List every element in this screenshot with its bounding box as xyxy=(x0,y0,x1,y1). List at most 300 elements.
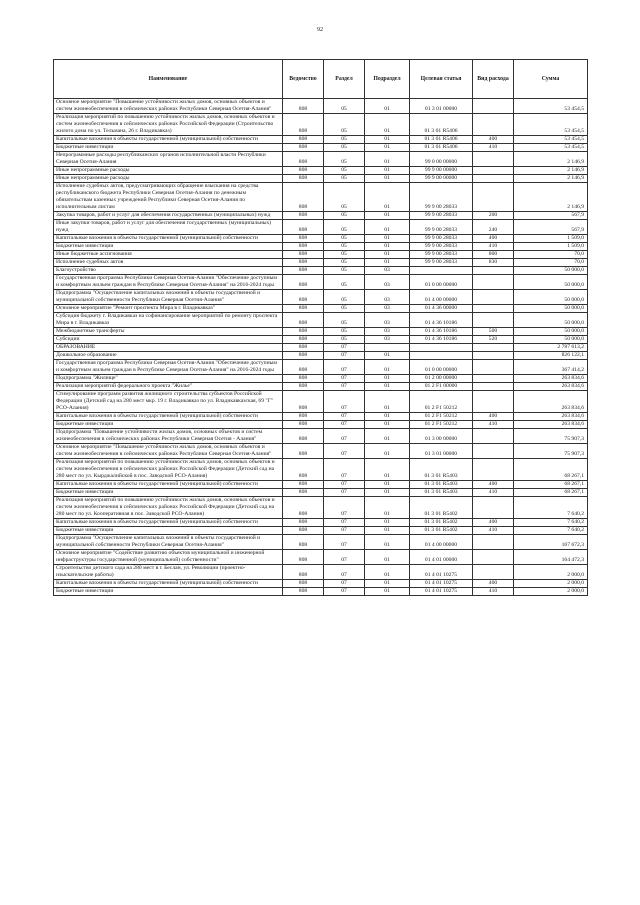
cell-amount: 1 509,0 xyxy=(514,243,588,251)
cell-expense-type xyxy=(473,497,514,519)
cell-amount: 50 000,0 xyxy=(514,305,588,313)
table-row xyxy=(54,352,588,360)
cell-department: 808 xyxy=(283,313,324,328)
cell-section: 07 xyxy=(324,580,365,588)
cell-name: Иные непрограммные расходы xyxy=(54,167,283,175)
cell-expense-type: 400 xyxy=(473,481,514,489)
cell-amount: 567,9 xyxy=(514,220,588,235)
table-row xyxy=(54,267,588,275)
cell-section: 05 xyxy=(324,235,365,243)
cell-amount: 2 000,0 xyxy=(514,565,588,580)
cell-expense-type: 500 xyxy=(473,328,514,336)
cell-target-item: 01 3 01 00000 xyxy=(410,444,473,459)
cell-department: 808 xyxy=(283,152,324,167)
cell-expense-type xyxy=(473,550,514,565)
cell-department: 808 xyxy=(283,328,324,336)
table-row xyxy=(54,391,588,413)
cell-subsection: 01 xyxy=(365,391,410,413)
cell-amount: 567,9 xyxy=(514,212,588,220)
cell-amount: 1 509,0 xyxy=(514,235,588,243)
cell-target-item: 01 3 01 00000 xyxy=(410,99,473,114)
cell-name: Реализация мероприятий федерального проекта "Жилье" xyxy=(54,383,283,391)
cell-amount: 75 907,3 xyxy=(514,444,588,459)
cell-section: 07 xyxy=(324,519,365,527)
cell-subsection: 01 xyxy=(365,251,410,259)
cell-amount: 53 454,5 xyxy=(514,144,588,152)
cell-name: Бюджетные инвестиции xyxy=(54,243,283,251)
table-row xyxy=(54,375,588,383)
cell-name: Исполнение судебных актов, предусматривающих обращение взыскания на средства республиканского бюджета Республики Северная Осетия-Алания по денежным обязательствам казенных учреждений Республики Северная Осетия-Алания по исполнительным листам xyxy=(54,183,283,212)
cell-target-item: 01 4 36 10186 xyxy=(410,328,473,336)
cell-target-item xyxy=(410,344,473,352)
cell-amount: 53 454,5 xyxy=(514,136,588,144)
cell-subsection: 01 xyxy=(365,99,410,114)
table-row xyxy=(54,565,588,580)
cell-section: 05 xyxy=(324,114,365,136)
cell-department: 808 xyxy=(283,580,324,588)
cell-subsection: 03 xyxy=(365,290,410,305)
cell-expense-type: 410 xyxy=(473,527,514,535)
cell-amount: 68 267,1 xyxy=(514,489,588,497)
cell-department: 808 xyxy=(283,489,324,497)
cell-expense-type xyxy=(473,383,514,391)
cell-department: 808 xyxy=(283,444,324,459)
cell-name: Основное мероприятие "Ремонт проспекта Мира в г. Владикавказ" xyxy=(54,305,283,313)
cell-subsection: 01 xyxy=(365,220,410,235)
cell-subsection: 01 xyxy=(365,144,410,152)
cell-section: 07 xyxy=(324,360,365,375)
cell-section: 07 xyxy=(324,565,365,580)
cell-department: 808 xyxy=(283,251,324,259)
table-row xyxy=(54,344,588,352)
cell-amount: 826 122,1 xyxy=(514,352,588,360)
cell-section: 07 xyxy=(324,352,365,360)
cell-section: 05 xyxy=(324,152,365,167)
cell-amount: 50 000,0 xyxy=(514,290,588,305)
cell-subsection xyxy=(365,344,410,352)
cell-target-item: 01 4 00 00000 xyxy=(410,535,473,550)
header-expense-type: Вид расхода xyxy=(473,60,514,99)
cell-target-item: 01 0 00 00000 xyxy=(410,360,473,375)
table-row xyxy=(54,99,588,114)
cell-name: Капитальные вложения в объекты государственной (муниципальной) собственности xyxy=(54,580,283,588)
cell-expense-type xyxy=(473,565,514,580)
table-row xyxy=(54,251,588,259)
cell-expense-type xyxy=(473,375,514,383)
cell-target-item: 01 3 01 R5403 xyxy=(410,481,473,489)
cell-target-item: 99 0 00 00000 xyxy=(410,152,473,167)
cell-department: 808 xyxy=(283,481,324,489)
cell-expense-type xyxy=(473,360,514,375)
cell-target-item: 01 3 01 R5402 xyxy=(410,527,473,535)
table-row xyxy=(54,220,588,235)
cell-subsection: 01 xyxy=(365,235,410,243)
table-row xyxy=(54,459,588,481)
cell-target-item xyxy=(410,267,473,275)
cell-section: 07 xyxy=(324,497,365,519)
cell-section: 07 xyxy=(324,550,365,565)
cell-subsection: 01 xyxy=(365,489,410,497)
cell-amount: 50 000,0 xyxy=(514,267,588,275)
cell-section: 05 xyxy=(324,313,365,328)
cell-department: 808 xyxy=(283,144,324,152)
cell-department: 808 xyxy=(283,235,324,243)
cell-target-item: 01 4 01 10275 xyxy=(410,588,473,596)
cell-section: 07 xyxy=(324,444,365,459)
cell-section: 07 xyxy=(324,375,365,383)
cell-section: 05 xyxy=(324,175,365,183)
cell-section: 07 xyxy=(324,489,365,497)
cell-target-item: 01 3 01 R5406 xyxy=(410,144,473,152)
cell-name: Исполнение судебных актов xyxy=(54,259,283,267)
cell-subsection: 01 xyxy=(365,459,410,481)
table-row xyxy=(54,527,588,535)
cell-amount: 50 000,0 xyxy=(514,336,588,344)
cell-amount: 7 640,2 xyxy=(514,497,588,519)
cell-section: 07 xyxy=(324,413,365,421)
cell-section: 05 xyxy=(324,251,365,259)
cell-section: 07 xyxy=(324,391,365,413)
cell-expense-type: 410 xyxy=(473,489,514,497)
cell-amount: 367 414,2 xyxy=(514,360,588,375)
table-row xyxy=(54,421,588,429)
cell-expense-type xyxy=(473,114,514,136)
header-target-item: Целевая статья xyxy=(410,60,473,99)
cell-target-item: 01 3 00 00000 xyxy=(410,429,473,444)
table-row xyxy=(54,305,588,313)
cell-section: 05 xyxy=(324,275,365,290)
cell-department: 808 xyxy=(283,588,324,596)
cell-expense-type: 410 xyxy=(473,421,514,429)
cell-department: 808 xyxy=(283,497,324,519)
cell-department: 808 xyxy=(283,114,324,136)
cell-name: Реализация мероприятий по повышению устойчивости жилых домов, основных объектов и систем жизнеобеспечения в сейсмических районах Российской Федерации (Строительство жилого дома по ул. Тельмана, 26 г. Владикавказ) xyxy=(54,114,283,136)
cell-name: Реализация мероприятий по повышению устойчивости жилых домов, основных объектов и систем жизнеобеспечения в сейсмических районах Российской Федерации (Детский сад на 280 мест по ул. Кооперативная в пос. Заводской РСО-Алания) xyxy=(54,497,283,519)
header-amount: Сумма xyxy=(514,60,588,99)
cell-amount: 2 000,0 xyxy=(514,580,588,588)
cell-target-item: 01 3 01 R5406 xyxy=(410,114,473,136)
cell-department: 808 xyxy=(283,421,324,429)
cell-name: Бюджетные инвестиции xyxy=(54,144,283,152)
cell-name: Подпрограмма "Осуществление капитальных вложений в объекты государственной и муниципальной собственности Республики Северная Осетия-Алания" xyxy=(54,535,283,550)
cell-expense-type xyxy=(473,459,514,481)
cell-department: 808 xyxy=(283,527,324,535)
table-row xyxy=(54,444,588,459)
cell-department: 808 xyxy=(283,183,324,212)
cell-target-item: 01 2 00 00000 xyxy=(410,375,473,383)
cell-amount: 263 834,6 xyxy=(514,421,588,429)
cell-department: 808 xyxy=(283,375,324,383)
table-row xyxy=(54,489,588,497)
cell-subsection: 01 xyxy=(365,152,410,167)
cell-department: 808 xyxy=(283,99,324,114)
table-row xyxy=(54,275,588,290)
cell-amount: 68 267,1 xyxy=(514,459,588,481)
cell-amount: 2 787 613,2 xyxy=(514,344,588,352)
cell-target-item: 99 9 00 28033 xyxy=(410,235,473,243)
table-row xyxy=(54,290,588,305)
cell-subsection: 01 xyxy=(365,527,410,535)
cell-expense-type: 830 xyxy=(473,259,514,267)
cell-expense-type xyxy=(473,352,514,360)
cell-department: 808 xyxy=(283,175,324,183)
cell-department: 808 xyxy=(283,275,324,290)
table-row xyxy=(54,183,588,212)
cell-expense-type xyxy=(473,275,514,290)
cell-department: 808 xyxy=(283,383,324,391)
cell-expense-type xyxy=(473,313,514,328)
cell-amount: 164 472,3 xyxy=(514,550,588,565)
cell-section: 07 xyxy=(324,535,365,550)
cell-name: Основное мероприятие "Содействие развитию объектов муниципальной и инженерной инфраструктуры государственной (муниципальной) собственности" xyxy=(54,550,283,565)
table-row xyxy=(54,336,588,344)
cell-expense-type: 410 xyxy=(473,144,514,152)
table-row xyxy=(54,313,588,328)
cell-subsection: 01 xyxy=(365,212,410,220)
cell-name: Реализация мероприятий по повышению устойчивости жилых домов, основных объектов и систем жизнеобеспечения в сейсмических районах Российской Федерации (Детский сад на 280 мест по ул. Кырджалийской в пос. Заводской РСО-Алания) xyxy=(54,459,283,481)
cell-target-item: 01 4 36 10186 xyxy=(410,313,473,328)
cell-section: 05 xyxy=(324,144,365,152)
cell-amount: 2 146,9 xyxy=(514,183,588,212)
cell-target-item: 01 4 01 10275 xyxy=(410,565,473,580)
cell-expense-type xyxy=(473,152,514,167)
cell-name: Бюджетные инвестиции xyxy=(54,588,283,596)
cell-name: Непрограммные расходы республиканских органов исполнительной власти Республики Северная Осетия-Алания xyxy=(54,152,283,167)
cell-target-item: 01 4 01 00000 xyxy=(410,550,473,565)
table-row xyxy=(54,550,588,565)
header-department: Ведомство xyxy=(283,60,324,99)
cell-target-item: 99 9 00 00000 xyxy=(410,167,473,175)
cell-name: Капитальные вложения в объекты государственной (муниципальной) собственности xyxy=(54,519,283,527)
table-row xyxy=(54,175,588,183)
cell-section: 07 xyxy=(324,459,365,481)
cell-amount: 7 640,2 xyxy=(514,519,588,527)
cell-department: 808 xyxy=(283,167,324,175)
cell-amount: 263 834,6 xyxy=(514,375,588,383)
header-subsection: Подраздел xyxy=(365,60,410,99)
cell-section: 05 xyxy=(324,99,365,114)
cell-name: Подпрограмма "Осуществление капитальных вложений в объекты государственной и муниципальной собственности Республики Северная Осетия-Алания" xyxy=(54,290,283,305)
header-name: Наименование xyxy=(54,60,283,99)
cell-department: 808 xyxy=(283,535,324,550)
table-row xyxy=(54,144,588,152)
cell-amount: 2 146,9 xyxy=(514,175,588,183)
cell-name: Бюджетные инвестиции xyxy=(54,527,283,535)
cell-department: 808 xyxy=(283,360,324,375)
budget-table xyxy=(53,59,588,596)
cell-section: 05 xyxy=(324,212,365,220)
cell-subsection: 01 xyxy=(365,535,410,550)
cell-target-item: 01 2 F1 50212 xyxy=(410,413,473,421)
cell-name: Иные закупки товаров, работ и услуг для обеспечения государственных (муниципальных) нужд xyxy=(54,220,283,235)
table-row xyxy=(54,259,588,267)
cell-department: 808 xyxy=(283,391,324,413)
cell-subsection: 01 xyxy=(365,519,410,527)
cell-name: Иные бюджетные ассигнования xyxy=(54,251,283,259)
cell-target-item: 01 3 01 R5403 xyxy=(410,489,473,497)
cell-amount: 263 834,6 xyxy=(514,413,588,421)
cell-expense-type xyxy=(473,444,514,459)
cell-name: Дошкольное образование xyxy=(54,352,283,360)
table-row xyxy=(54,535,588,550)
cell-department: 808 xyxy=(283,136,324,144)
cell-expense-type: 400 xyxy=(473,580,514,588)
cell-section: 05 xyxy=(324,136,365,144)
cell-expense-type xyxy=(473,175,514,183)
cell-section: 05 xyxy=(324,267,365,275)
cell-section: 05 xyxy=(324,328,365,336)
table-row xyxy=(54,360,588,375)
cell-amount: 2 146,9 xyxy=(514,167,588,175)
cell-amount: 70,0 xyxy=(514,259,588,267)
cell-target-item: 01 2 F1 50212 xyxy=(410,391,473,413)
cell-section: 05 xyxy=(324,220,365,235)
cell-subsection: 03 xyxy=(365,328,410,336)
cell-subsection: 01 xyxy=(365,588,410,596)
cell-expense-type: 240 xyxy=(473,220,514,235)
cell-subsection: 01 xyxy=(365,167,410,175)
cell-target-item: 01 3 01 R5406 xyxy=(410,136,473,144)
cell-subsection: 01 xyxy=(365,259,410,267)
cell-name: Государственная программа Республики Северная Осетия-Алания "Обеспечение доступным и комфортным жильем граждан в Республике Северная Осетия-Алания" на 2016-2024 годы xyxy=(54,275,283,290)
cell-name: Бюджетные инвестиции xyxy=(54,421,283,429)
cell-amount: 53 454,5 xyxy=(514,99,588,114)
cell-amount: 70,0 xyxy=(514,251,588,259)
cell-department: 808 xyxy=(283,267,324,275)
cell-amount: 263 834,6 xyxy=(514,391,588,413)
cell-amount: 50 000,0 xyxy=(514,328,588,336)
cell-target-item: 99 9 00 28033 xyxy=(410,212,473,220)
cell-section: 07 xyxy=(324,588,365,596)
cell-target-item: 99 9 00 28033 xyxy=(410,183,473,212)
cell-expense-type xyxy=(473,290,514,305)
cell-department: 808 xyxy=(283,305,324,313)
cell-target-item: 01 3 01 R5402 xyxy=(410,497,473,519)
cell-department: 808 xyxy=(283,336,324,344)
cell-subsection: 01 xyxy=(365,183,410,212)
cell-expense-type: 800 xyxy=(473,251,514,259)
cell-expense-type: 410 xyxy=(473,588,514,596)
cell-subsection: 03 xyxy=(365,305,410,313)
cell-section: 07 xyxy=(324,429,365,444)
cell-target-item xyxy=(410,352,473,360)
cell-amount: 7 640,2 xyxy=(514,527,588,535)
cell-expense-type xyxy=(473,267,514,275)
table-row xyxy=(54,588,588,596)
cell-subsection: 03 xyxy=(365,313,410,328)
cell-name: Межбюджетные трансферты xyxy=(54,328,283,336)
cell-subsection: 01 xyxy=(365,444,410,459)
table-row xyxy=(54,497,588,519)
cell-subsection: 01 xyxy=(365,565,410,580)
cell-subsection: 01 xyxy=(365,580,410,588)
cell-target-item: 01 4 01 10275 xyxy=(410,580,473,588)
cell-section: 07 xyxy=(324,421,365,429)
cell-expense-type xyxy=(473,167,514,175)
cell-amount: 50 000,0 xyxy=(514,313,588,328)
cell-subsection: 01 xyxy=(365,497,410,519)
page-number: 92 xyxy=(317,27,323,33)
cell-department: 808 xyxy=(283,290,324,305)
cell-subsection: 01 xyxy=(365,383,410,391)
cell-subsection: 01 xyxy=(365,114,410,136)
cell-subsection: 03 xyxy=(365,267,410,275)
cell-name: Стимулирование программ развития жилищного строительства субъектов Российской Федерации (Детский сад на 280 мест мкр. 19 г. Владикавказ по ул. Владикавказская, 69 "Г" РСО-Алания) xyxy=(54,391,283,413)
cell-section: 05 xyxy=(324,290,365,305)
cell-name: Строительство детского сада на 280 мест в г. Беслан, ул. Революции (проектно-изыскательские работы) xyxy=(54,565,283,580)
cell-section: 07 xyxy=(324,481,365,489)
cell-section: 07 xyxy=(324,344,365,352)
cell-name: Субсидия бюджету г. Владикавказ на софинансирование мероприятий по ремонту проспекта Мира в г. Владикавказ xyxy=(54,313,283,328)
cell-department: 808 xyxy=(283,413,324,421)
cell-expense-type: 400 xyxy=(473,413,514,421)
table-row xyxy=(54,136,588,144)
cell-subsection: 03 xyxy=(365,336,410,344)
cell-target-item: 99 9 00 28033 xyxy=(410,251,473,259)
cell-expense-type xyxy=(473,344,514,352)
cell-department: 808 xyxy=(283,565,324,580)
cell-department: 808 xyxy=(283,212,324,220)
cell-amount: 263 834,6 xyxy=(514,383,588,391)
table-row xyxy=(54,243,588,251)
cell-expense-type: 400 xyxy=(473,136,514,144)
cell-department: 808 xyxy=(283,352,324,360)
cell-name: Благоустройство xyxy=(54,267,283,275)
cell-name: Капитальные вложения в объекты государственной (муниципальной) собственности xyxy=(54,481,283,489)
cell-expense-type xyxy=(473,535,514,550)
cell-expense-type xyxy=(473,99,514,114)
cell-amount: 50 000,0 xyxy=(514,275,588,290)
cell-target-item: 01 2 F1 00000 xyxy=(410,383,473,391)
cell-subsection: 01 xyxy=(365,136,410,144)
cell-amount: 2 000,0 xyxy=(514,588,588,596)
cell-expense-type xyxy=(473,391,514,413)
cell-target-item: 01 4 36 10186 xyxy=(410,336,473,344)
cell-target-item: 01 3 01 R5403 xyxy=(410,459,473,481)
table-row xyxy=(54,429,588,444)
cell-expense-type: 520 xyxy=(473,336,514,344)
cell-subsection: 01 xyxy=(365,481,410,489)
table-row xyxy=(54,328,588,336)
header-section: Раздел xyxy=(324,60,365,99)
table-row xyxy=(54,152,588,167)
cell-amount: 2 146,9 xyxy=(514,152,588,167)
cell-target-item: 99 9 00 28033 xyxy=(410,243,473,251)
cell-subsection: 01 xyxy=(365,175,410,183)
table-body xyxy=(54,99,588,596)
table-row xyxy=(54,167,588,175)
cell-department: 808 xyxy=(283,459,324,481)
cell-subsection: 01 xyxy=(365,421,410,429)
cell-amount: 53 454,5 xyxy=(514,114,588,136)
cell-name: Основное мероприятие "Повышение устойчивости жилых домов, основных объектов и систем жизнеобеспечения в сейсмических районах Республики Северная Осетия-Алания" xyxy=(54,444,283,459)
table-row xyxy=(54,235,588,243)
cell-expense-type: 400 xyxy=(473,519,514,527)
cell-target-item: 01 2 F1 50212 xyxy=(410,421,473,429)
cell-target-item: 01 4 36 00000 xyxy=(410,305,473,313)
cell-target-item: 01 0 00 00000 xyxy=(410,275,473,290)
table-row xyxy=(54,580,588,588)
cell-target-item: 99 9 00 28033 xyxy=(410,220,473,235)
cell-section: 05 xyxy=(324,243,365,251)
cell-expense-type xyxy=(473,429,514,444)
cell-section: 05 xyxy=(324,259,365,267)
cell-amount: 75 907,3 xyxy=(514,429,588,444)
cell-department: 808 xyxy=(283,429,324,444)
cell-expense-type xyxy=(473,183,514,212)
cell-department: 808 xyxy=(283,519,324,527)
cell-expense-type: 410 xyxy=(473,243,514,251)
